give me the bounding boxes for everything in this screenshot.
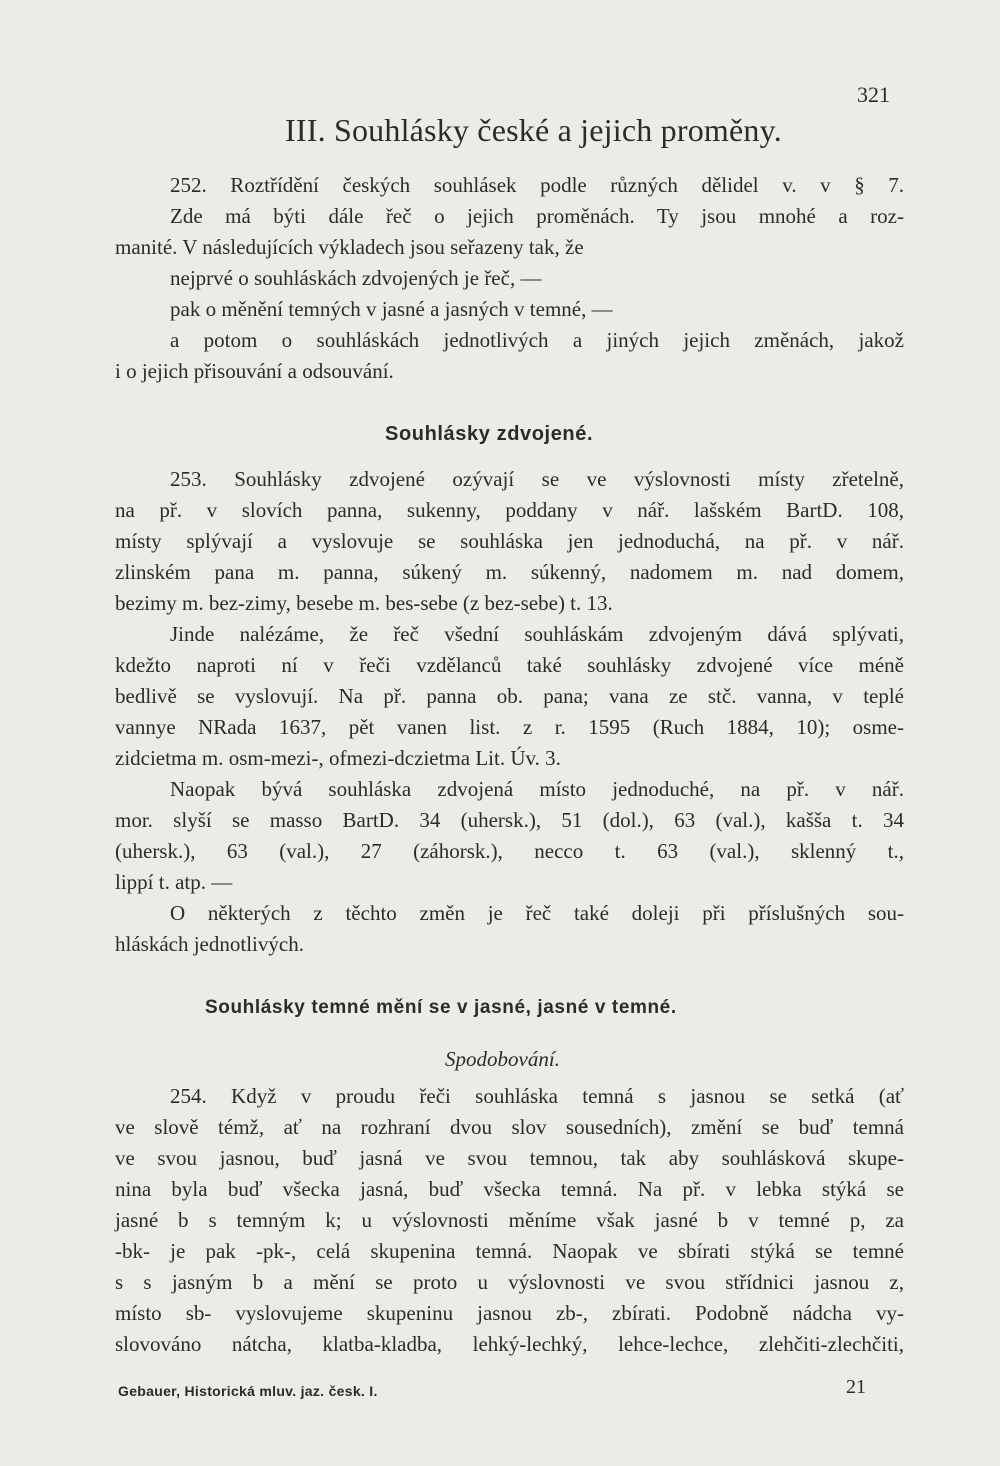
text-line: i o jejich přisouvání a odsouvání. [115,359,394,383]
text-line: ve slově témž, ať na rozhraní dvou slov sousedních), změní se buď temná [115,1115,904,1139]
text-line: hláskách jednotlivých. [115,932,304,956]
page-number: 321 [857,82,890,107]
text-line: na př. v slovích panna, sukenny, poddany v nář. lašském BartD. 108, [115,498,904,522]
heading-temne-jasne: Souhlásky temné mění se v jasné, jasné v temné. [205,997,677,1018]
text-line: ve svou jasnou, buď jasná ve svou temnou, tak aby souhlásková skupe- [115,1146,904,1170]
text-line: vannye NRada 1637, pět vanen list. z r. 1595 (Ruch 1884, 10); osme- [115,715,904,739]
text-line: místo sb- vyslovujeme skupeninu jasnou zb-, zbírati. Podobně nádcha vy- [115,1301,904,1325]
text-line: nejprvé o souhláskách zdvojených je řeč, — [170,266,542,290]
text-line: Naopak bývá souhláska zdvojená místo jednoduché, na př. v nář. [170,777,904,801]
text-line: bezimy m. bez-zimy, besebe m. bes-sebe (z bez-sebe) t. 13. [115,591,613,615]
text-line: pak o měnění temných v jasné a jasných v temné, — [170,297,613,321]
text-line: 252. Roztřídění českých souhlásek podle různých dělidel v. v § 7. [170,173,904,197]
text-line: O některých z těchto změn je řeč také doleji při příslušných sou- [170,901,904,925]
footer-citation: Gebauer, Historická mluv. jaz. česk. I. [118,1383,378,1399]
text-line: 253. Souhlásky zdvojené ozývají se ve výslovnosti místy zřetelně, [170,467,904,491]
text-line: jasné b s temným k; u výslovnosti měníme však jasné b v temné p, za [115,1208,904,1232]
text-line: 254. Když v proudu řeči souhláska temná s jasnou se setká (ať [170,1084,904,1108]
text-line: Jinde nalézáme, že řeč všední souhláskám zdvojeným dává splývati, [170,622,904,646]
text-line: nina byla buď všecka jasná, buď všecka temná. Na př. v lebka stýká se [115,1177,904,1201]
heading-zdvojene: Souhlásky zdvojené. [385,423,594,445]
text-line: mor. slyší se masso BartD. 34 (uhersk.), 51 (dol.), 63 (val.), kašša t. 34 [115,808,904,832]
text-line: zidcietma m. osm-mezi-, ofmezi-dczietma Lit. Úv. 3. [115,746,561,770]
text-line: bedlivě se vyslovují. Na př. panna ob. pana; vana ze stč. vanna, v teplé [115,684,904,708]
text-line: s s jasným b a mění se proto u výslovnosti ve svou střídnici jasnou z, [115,1270,904,1294]
text-line: místy splývají a vyslovuje se souhláska jen jednoduchá, na př. v nář. [115,529,904,553]
text-line: -bk- je pak -pk-, celá skupenina temná. Naopak ve sbírati stýká se temné [115,1239,904,1263]
text-line: manité. V následujících výkladech jsou seřazeny tak, že [115,235,584,259]
text-line: lippí t. atp. — [115,870,233,894]
heading-spodobovani: Spodobování. [445,1047,560,1071]
signature-mark: 21 [846,1376,866,1398]
text-line: kdežto naproti ní v řeči vzdělanců také souhlásky zdvojené více méně [115,653,904,677]
text-line: slovováno nátcha, klatba-kladba, lehký-lechký, lehce-lechce, zlehčiti-zlechčiti, [115,1332,904,1356]
chapter-title: III. Souhlásky české a jejich proměny. [285,112,782,148]
text-line: a potom o souhláskách jednotlivých a jiných jejich změnách, jakož [170,328,904,352]
text-line: zlinském pana m. panna, súkený m. súkenný, nadomem m. nad domem, [115,560,904,584]
text-line: Zde má býti dále řeč o jejich proměnách. Ty jsou mnohé a roz- [170,204,904,228]
text-line: (uhersk.), 63 (val.), 27 (záhorsk.), necco t. 63 (val.), sklenný t., [115,839,904,863]
